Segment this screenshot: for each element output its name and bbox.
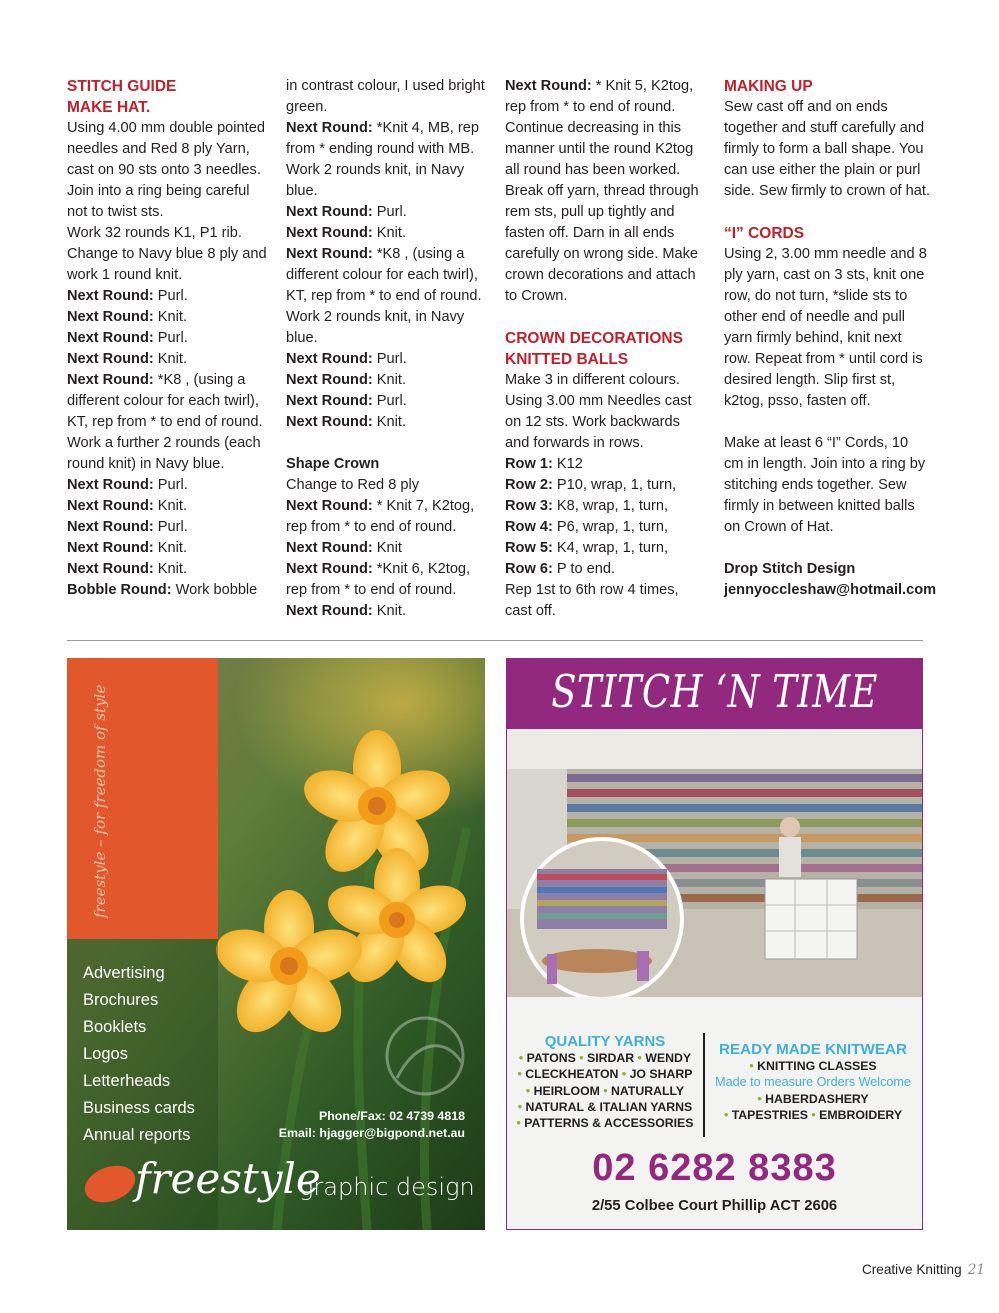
bullet: • xyxy=(757,1091,766,1106)
round-line: Next Round: Knit. xyxy=(286,225,407,241)
continue-paragraph: Continue decreasing in this manner until the round K2tog all round has been worked. Break off yarn, thread through rem sts, pull up tightly and fasten off. Darn in all ends carefully on wrong side. Make crown decorations and attach to Crown. xyxy=(505,120,699,304)
round-line: Next Round: Knit. xyxy=(67,351,188,367)
freestyle-contact xyxy=(279,1108,465,1142)
column-1 xyxy=(67,76,272,601)
round-line: Next Round: Knit. xyxy=(67,498,188,514)
services-list xyxy=(83,960,195,1149)
round-line: Next Round: Purl. xyxy=(67,477,188,493)
rib-line: Work 32 rounds K1, P1 rib. xyxy=(67,225,242,241)
round-line: Next Round: Purl. xyxy=(286,204,407,220)
bullet: • xyxy=(634,1051,646,1065)
shop-address: 2/55 Colbee Court Phillip ACT 2606 xyxy=(591,1198,838,1214)
round-line: Next Round: Purl. xyxy=(286,393,407,409)
yarn-line xyxy=(507,1099,703,1115)
yarn-brand: JO SHARP xyxy=(629,1067,693,1082)
round-line: Next Round: Knit. xyxy=(67,309,188,325)
round-list-2 xyxy=(67,475,272,601)
bullet: • xyxy=(749,1059,758,1073)
heading-stitch-guide: STITCH GUIDE xyxy=(67,78,177,95)
bullet: • xyxy=(575,1051,587,1065)
round-line: Next Round: *K8 , (using a different colour for each twirl), KT, rep from * to end of round. xyxy=(67,372,263,430)
freestyle-brand-sub: graphic design xyxy=(299,1173,475,1201)
round-line: Next Round: Knit. xyxy=(67,540,188,556)
round-line: Next Round: Purl. xyxy=(67,330,188,346)
service-item: Brochures xyxy=(83,991,159,1009)
round-line: Row 1: K12 xyxy=(505,456,583,472)
round-line: Row 2: P10, wrap, 1, turn, xyxy=(505,477,677,493)
heading-make-hat: MAKE HAT. xyxy=(67,99,151,116)
i-cords-paragraph: Using 2, 3.00 mm needle and 8 ply yarn, cast on 3 sts, knit one row, do not turn, *slide sts to other end of needle and pull yarn firmly behind, knit next row. Repeat from * until cord is desired length. Slip first st, k2tog, psso, fasten off. xyxy=(724,246,927,409)
round-line: Next Round: Knit. xyxy=(286,603,407,619)
column-2 xyxy=(286,76,490,622)
designer-name: Drop Stitch Design xyxy=(724,561,856,577)
round-list-2 xyxy=(286,496,490,622)
ready-made-heading: READY MADE KNITWEAR xyxy=(719,1041,907,1058)
navy-line: Work 2 rounds knit, in Navy blue. xyxy=(286,309,465,346)
round-list xyxy=(286,349,490,433)
quality-yarns-heading: QUALITY YARNS xyxy=(544,1033,666,1050)
haberdashery-line: • HABERDASHERY xyxy=(757,1091,869,1106)
page-number: 21 xyxy=(967,1262,985,1278)
bullet: • xyxy=(518,1051,527,1065)
classes-line: • KNITTING CLASSES xyxy=(749,1059,877,1073)
magazine-title: Creative Knitting xyxy=(861,1262,962,1277)
bullet: • xyxy=(525,1083,534,1098)
yarn-brand: NATURALLY xyxy=(611,1083,685,1098)
repeat-line: Rep 1st to 6th row 4 times, cast off. xyxy=(505,582,679,619)
freestyle-phone: Phone/Fax: 02 4739 4818 xyxy=(318,1109,465,1123)
service-item: Business cards xyxy=(83,1099,195,1117)
change-line: Change to Navy blue 8 ply and work 1 round knit. xyxy=(67,246,267,283)
intro-paragraph: Using 4.00 mm double pointed needles and Red 8 ply Yarn, cast on 90 sts onto 3 needles. Join into a ring being careful not to twist sts. xyxy=(67,120,265,220)
knitwear-block xyxy=(705,1041,921,1123)
freestyle-ad xyxy=(67,658,485,1230)
round-line: Row 6: P to end. xyxy=(505,561,616,577)
heading-crown-decorations: CROWN DECORATIONS xyxy=(505,330,683,347)
service-item: Letterheads xyxy=(83,1072,171,1090)
round-line: Next Round: * Knit 7, K2tog, rep from * to end of round. xyxy=(286,498,475,535)
ad-title: STITCH ‘N TIME xyxy=(551,665,878,718)
further-line: Work a further 2 rounds (each round knit) in Navy blue. xyxy=(67,435,261,472)
at-least-paragraph: Make at least 6 “I” Cords, 10 cm in length. Join into a ring by stitching ends together. Sew firmly in between knitted balls on Crown of Hat. xyxy=(724,435,926,535)
column-4 xyxy=(724,76,937,601)
made-to-measure-line: Made to measure Orders Welcome xyxy=(715,1075,911,1090)
tapestries-line: • TAPESTRIES • EMBROIDERY xyxy=(723,1107,903,1122)
divider-rule xyxy=(67,640,923,641)
yarn-line xyxy=(507,1066,703,1082)
bullet: • xyxy=(807,1107,820,1122)
heading-knitted-balls: KNITTED BALLS xyxy=(505,351,629,368)
ad-header xyxy=(507,659,922,729)
shop-phone[interactable]: 02 6282 8383 xyxy=(592,1147,837,1189)
column-3 xyxy=(505,76,707,622)
service-item: Advertising xyxy=(83,964,165,982)
red-line: Change to Red 8 ply xyxy=(286,477,420,493)
orange-panel xyxy=(67,658,218,939)
bullet: • xyxy=(599,1083,612,1098)
page-footer xyxy=(862,1262,985,1278)
navy-line: Work 2 rounds knit, in Navy blue. xyxy=(286,162,465,199)
freestyle-email[interactable]: Email: hjagger@bigpond.net.au xyxy=(278,1126,465,1140)
round-line: Next Round: Knit. xyxy=(286,372,407,388)
bullet: • xyxy=(516,1116,525,1131)
heading-shape-crown: Shape Crown xyxy=(286,456,380,472)
bullet: • xyxy=(618,1067,630,1082)
yarn-line xyxy=(507,1083,703,1099)
round-line: Bobble Round: Work bobble xyxy=(67,582,258,598)
yarn-line xyxy=(507,1115,703,1131)
round-list xyxy=(67,286,272,433)
stitch-n-time-ad xyxy=(506,658,923,1230)
bullet: • xyxy=(517,1099,526,1114)
heading-i-cords: “I” CORDS xyxy=(724,225,805,242)
yarn-brand: SIRDAR xyxy=(587,1051,635,1065)
freestyle-brand: freestyle xyxy=(135,1154,321,1203)
yarn-brand: PATONS xyxy=(526,1051,576,1065)
yarn-brand: WENDY xyxy=(645,1051,692,1065)
round-line: Row 5: K4, wrap, 1, turn, xyxy=(505,540,669,556)
shop-interior-photo xyxy=(507,729,922,997)
round-line: Next Round: Purl. xyxy=(67,519,188,535)
yarn-line xyxy=(507,1050,703,1066)
yarn-brand: HEIRLOOM xyxy=(533,1083,600,1098)
round-line: Next Round: *K8 , (using a different colour for each twirl), KT, rep from * to end of round. xyxy=(286,246,482,304)
row-list xyxy=(505,454,707,580)
round-line: Row 3: K8, wrap, 1, turn, xyxy=(505,498,669,514)
round-line: Next Round: Knit xyxy=(286,540,402,556)
designer-email[interactable]: jennyoccleshaw@hotmail.com xyxy=(724,582,937,598)
round-line: Next Round: *Knit 6, K2tog, rep from * to end of round. xyxy=(286,561,471,598)
yarn-brand: NATURAL & ITALIAN YARNS xyxy=(525,1099,693,1114)
service-item: Booklets xyxy=(83,1018,147,1036)
service-item: Logos xyxy=(83,1045,128,1063)
yarn-brand-list xyxy=(507,1050,703,1131)
service-item: Annual reports xyxy=(83,1126,191,1144)
round-line: Next Round: Knit. xyxy=(286,414,407,430)
contrast-line: in contrast colour, I used bright green. xyxy=(286,78,485,115)
round-line: Row 4: P6, wrap, 1, turn, xyxy=(505,519,669,535)
round-line: Next Round: * Knit 5, K2tog, rep from * to end of round. xyxy=(505,78,694,115)
making-up-paragraph: Sew cast off and on ends together and stuff carefully and firmly to form a ball shape. You can use either the plain or purl side. Sew firmly to crown of hat. xyxy=(724,99,931,199)
round-line: Next Round: Purl. xyxy=(286,351,407,367)
round-line: Next Round: *Knit 4, MB, rep from * ending round with MB. xyxy=(286,120,480,157)
bullet: • xyxy=(723,1107,732,1122)
heading-making-up: MAKING UP xyxy=(724,78,813,95)
make-paragraph: Make 3 in different colours. Using 3.00 mm Needles cast on 12 sts. Work backwards and forwards in rows. xyxy=(505,372,692,451)
bullet: • xyxy=(517,1067,526,1082)
quality-yarns-block xyxy=(507,1033,703,1131)
round-line: Next Round: Purl. xyxy=(67,288,188,304)
yarn-brand: PATTERNS & ACCESSORIES xyxy=(524,1116,694,1131)
round-line: Next Round: Knit. xyxy=(67,561,188,577)
yarn-brand: CLECKHEATON xyxy=(525,1067,619,1082)
vertical-tagline: freestyle – for freedom of style xyxy=(91,684,109,918)
